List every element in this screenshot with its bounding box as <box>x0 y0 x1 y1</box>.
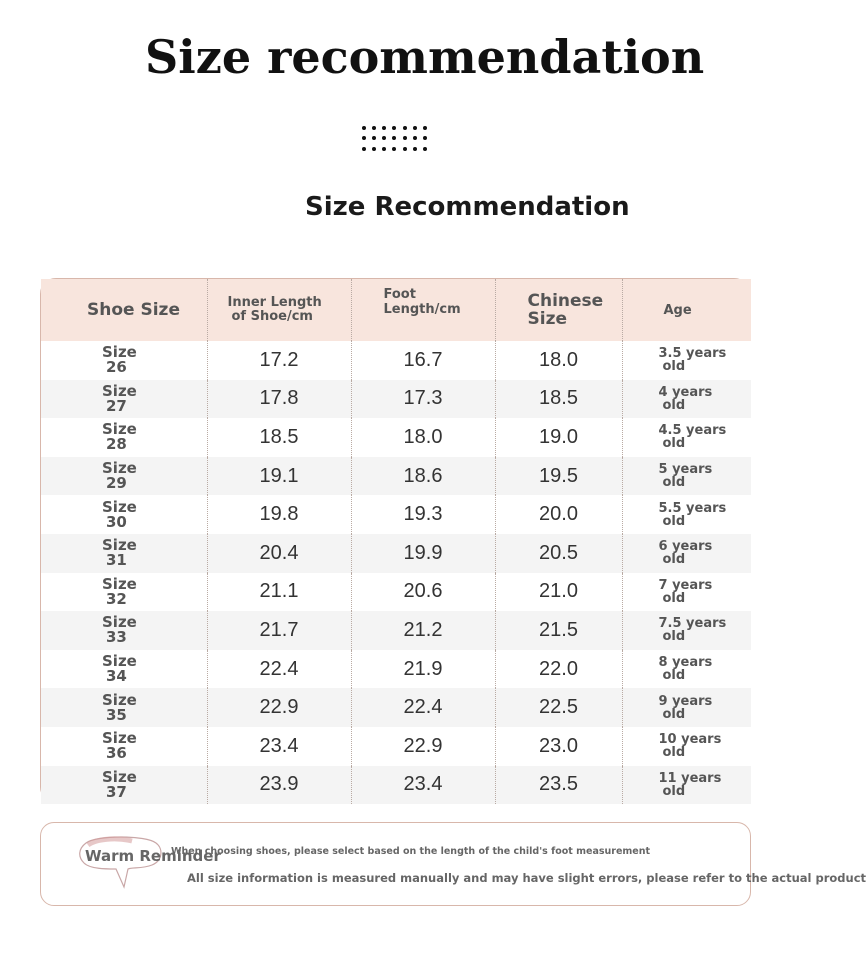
cell-chinese-size: 21.0 <box>495 573 622 612</box>
cell-shoe-size <box>41 495 207 534</box>
cell-chinese-size: 19.0 <box>495 418 622 457</box>
cell-age-line2: old <box>662 783 686 799</box>
table-row <box>41 611 751 650</box>
cell-inner-length: 19.1 <box>207 457 351 496</box>
cell-shoe-size-line1: Size <box>102 574 137 593</box>
table-row <box>41 341 751 380</box>
cell-chinese-size: 21.5 <box>495 611 622 650</box>
cell-shoe-size-line2: 30 <box>106 512 127 531</box>
reminder-line-2: All size information is measured manually and may have slight errors, please refer to the actual product <box>187 871 866 885</box>
cell-age <box>622 534 751 573</box>
cell-age-line1: 11 years <box>658 770 722 786</box>
header-inner-length-line2: of Shoe/cm <box>231 309 313 324</box>
table-row <box>41 457 751 496</box>
cell-chinese-size: 23.0 <box>495 727 622 766</box>
cell-shoe-size-line2: 28 <box>106 435 127 454</box>
cell-shoe-size-line1: Size <box>102 729 137 748</box>
cell-age-line1: 5.5 years <box>658 500 727 516</box>
cell-inner-length: 18.5 <box>207 418 351 457</box>
size-table <box>40 278 750 803</box>
table-row <box>41 650 751 689</box>
cell-chinese-size: 22.5 <box>495 688 622 727</box>
header-inner-length <box>207 279 351 341</box>
cell-shoe-size <box>41 418 207 457</box>
cell-chinese-size: 20.0 <box>495 495 622 534</box>
cell-chinese-size: 23.5 <box>495 766 622 805</box>
cell-age-line2: old <box>662 745 686 761</box>
cell-inner-length: 23.4 <box>207 727 351 766</box>
cell-age-line2: old <box>662 629 686 645</box>
cell-foot-length: 19.3 <box>351 495 495 534</box>
cell-age <box>622 727 751 766</box>
cell-inner-length: 17.2 <box>207 341 351 380</box>
cell-age-line2: old <box>662 552 686 568</box>
cell-age-line2: old <box>662 397 686 413</box>
cell-age-line2: old <box>662 590 686 606</box>
cell-age-line2: old <box>662 359 686 375</box>
cell-shoe-size-line1: Size <box>102 652 137 671</box>
cell-age-line2: old <box>662 513 686 529</box>
cell-foot-length: 22.9 <box>351 727 495 766</box>
header-shoe-size: Shoe Size <box>41 279 207 341</box>
cell-inner-length: 21.7 <box>207 611 351 650</box>
cell-foot-length: 16.7 <box>351 341 495 380</box>
cell-shoe-size-line2: 32 <box>106 589 127 608</box>
table-row <box>41 495 751 534</box>
warm-reminder-label: Warm Reminder <box>85 847 221 865</box>
cell-shoe-size-line2: 29 <box>106 474 127 493</box>
cell-shoe-size <box>41 650 207 689</box>
cell-shoe-size-line2: 34 <box>106 667 127 686</box>
cell-foot-length: 21.9 <box>351 650 495 689</box>
cell-shoe-size-line2: 26 <box>106 358 127 377</box>
cell-chinese-size: 19.5 <box>495 457 622 496</box>
cell-foot-length: 18.0 <box>351 418 495 457</box>
cell-shoe-size <box>41 534 207 573</box>
cell-chinese-size: 22.0 <box>495 650 622 689</box>
cell-age <box>622 688 751 727</box>
cell-age <box>622 380 751 419</box>
cell-foot-length: 21.2 <box>351 611 495 650</box>
cell-age-line1: 6 years <box>658 539 713 555</box>
header-chinese-size-line1: Chinese <box>527 291 604 311</box>
cell-age <box>622 341 751 380</box>
warm-reminder-box <box>40 822 866 906</box>
cell-shoe-size-line1: Size <box>102 381 137 400</box>
cell-age-line1: 9 years <box>658 693 713 709</box>
cell-age-line1: 5 years <box>658 462 713 478</box>
cell-inner-length: 21.1 <box>207 573 351 612</box>
table-row <box>41 727 751 766</box>
cell-foot-length: 17.3 <box>351 380 495 419</box>
table-row <box>41 688 751 727</box>
cell-age-line1: 8 years <box>658 655 713 671</box>
cell-inner-length: 22.4 <box>207 650 351 689</box>
header-foot-length <box>351 279 495 341</box>
cell-shoe-size-line1: Size <box>102 767 137 786</box>
cell-inner-length: 22.9 <box>207 688 351 727</box>
cell-shoe-size <box>41 611 207 650</box>
cell-age-line2: old <box>662 668 686 684</box>
cell-shoe-size-line2: 27 <box>106 396 127 415</box>
cell-shoe-size-line1: Size <box>102 613 137 632</box>
cell-shoe-size <box>41 341 207 380</box>
cell-age <box>622 650 751 689</box>
header-foot-length-text: Foot Length/cm <box>383 287 461 317</box>
header-inner-length-line1: Inner Length <box>227 295 322 310</box>
cell-age <box>622 457 751 496</box>
cell-shoe-size-line2: 37 <box>106 782 127 801</box>
cell-foot-length: 19.9 <box>351 534 495 573</box>
cell-foot-length: 23.4 <box>351 766 495 805</box>
cell-shoe-size <box>41 688 207 727</box>
cell-inner-length: 19.8 <box>207 495 351 534</box>
cell-shoe-size <box>41 573 207 612</box>
cell-shoe-size-line2: 36 <box>106 744 127 763</box>
cell-shoe-size <box>41 457 207 496</box>
cell-inner-length: 17.8 <box>207 380 351 419</box>
cell-shoe-size-line1: Size <box>102 343 137 362</box>
cell-shoe-size <box>41 727 207 766</box>
cell-shoe-size-line1: Size <box>102 536 137 555</box>
cell-foot-length: 20.6 <box>351 573 495 612</box>
cell-chinese-size: 18.5 <box>495 380 622 419</box>
cell-shoe-size-line2: 33 <box>106 628 127 647</box>
cell-age <box>622 418 751 457</box>
main-title: Size recommendation <box>145 30 705 84</box>
cell-shoe-size-line1: Size <box>102 420 137 439</box>
table-row <box>41 380 751 419</box>
cell-age-line1: 3.5 years <box>658 346 727 362</box>
table-row <box>41 766 751 805</box>
table-row <box>41 418 751 457</box>
cell-shoe-size <box>41 380 207 419</box>
cell-shoe-size-line2: 35 <box>106 705 127 724</box>
dot-grid-icon <box>362 126 428 154</box>
cell-age-line2: old <box>662 706 686 722</box>
table-header-row <box>41 279 751 341</box>
cell-shoe-size <box>41 766 207 805</box>
sub-title: Size Recommendation <box>305 192 630 222</box>
cell-shoe-size-line1: Size <box>102 459 137 478</box>
cell-age-line2: old <box>662 436 686 452</box>
cell-chinese-size: 20.5 <box>495 534 622 573</box>
cell-age-line1: 4 years <box>658 384 713 400</box>
cell-foot-length: 18.6 <box>351 457 495 496</box>
cell-shoe-size-line1: Size <box>102 497 137 516</box>
cell-age-line1: 4.5 years <box>658 423 727 439</box>
cell-age-line1: 7.5 years <box>658 616 727 632</box>
cell-foot-length: 22.4 <box>351 688 495 727</box>
cell-age <box>622 573 751 612</box>
reminder-line-1: When choosing shoes, please select based on the length of the child's foot measurement <box>171 846 651 857</box>
table-row <box>41 573 751 612</box>
cell-inner-length: 23.9 <box>207 766 351 805</box>
cell-age <box>622 611 751 650</box>
cell-age-line1: 7 years <box>658 577 713 593</box>
header-age: Age <box>663 302 692 318</box>
cell-age-line2: old <box>662 475 686 491</box>
cell-chinese-size: 18.0 <box>495 341 622 380</box>
cell-age <box>622 495 751 534</box>
cell-shoe-size-line2: 31 <box>106 551 127 570</box>
header-chinese-size-line2: Size <box>527 309 567 329</box>
cell-shoe-size-line1: Size <box>102 690 137 709</box>
table-row <box>41 534 751 573</box>
cell-age-line1: 10 years <box>658 732 722 748</box>
cell-inner-length: 20.4 <box>207 534 351 573</box>
cell-age <box>622 766 751 805</box>
header-chinese-size <box>495 279 622 341</box>
